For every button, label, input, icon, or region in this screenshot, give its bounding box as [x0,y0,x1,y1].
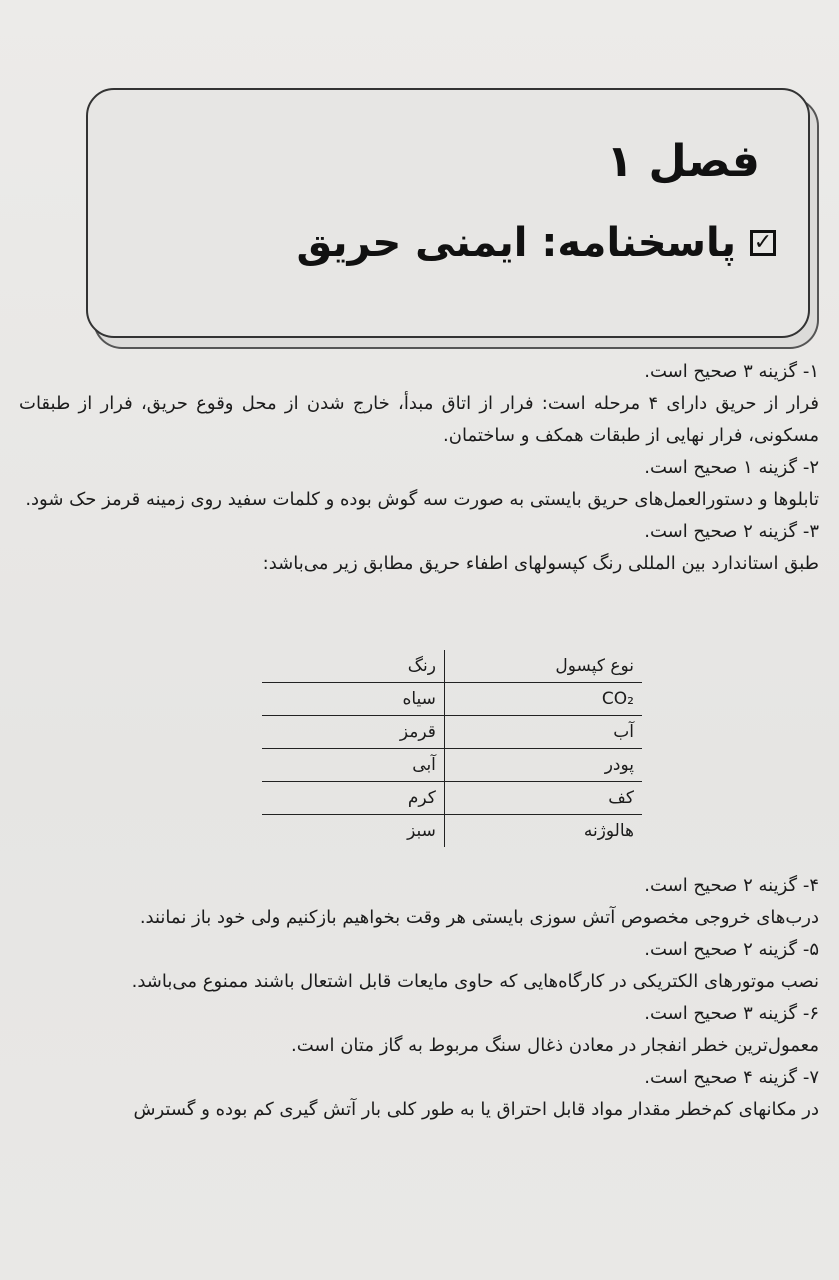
answer-line-5: ۵- گزینه ۲ صحیح است. [644,939,819,960]
answer-line-6: ۶- گزینه ۳ صحیح است. [644,1003,819,1024]
capsule-color: آبی [412,755,436,775]
capsule-type: هالوژنه [444,815,642,848]
checkbox-icon: ✓ [750,230,776,256]
capsule-color: سبز [407,821,436,841]
chapter-number: فصل ۱ [606,136,760,187]
answer-line-2: ۲- گزینه ۱ صحیح است. [644,457,819,478]
explanation-1: فرار از حریق دارای ۴ مرحله است: فرار از اتاق مبدأ، خارج شدن از محل وقوع حریق، فرار از طبقات مسکونی، فرار نهایی از طبقات همکف و ساختمان. [19,393,819,446]
explanation-2: تابلوها و دستورالعمل‌های حریق بایستی به صورت سه گوش بوده و کلمات سفید روی زمینه قرمز حک شود. [25,489,819,510]
chapter-header-box [86,88,810,338]
capsule-type: کف [444,782,642,815]
chapter-title: پاسخنامه: ایمنی حریق [296,220,736,266]
capsule-color: سیاه [402,689,436,709]
table-header-row [262,650,642,683]
header-capsule-type: نوع کپسول [444,650,642,683]
capsule-type: پودر [444,749,642,782]
capsule-type: CO₂ [444,683,642,716]
table-row [262,683,642,716]
extinguisher-color-table [262,650,642,847]
table-row [262,716,642,749]
capsule-color: قرمز [399,722,436,742]
answer-line-3: ۳- گزینه ۲ صحیح است. [644,521,819,542]
explanation-6: معمول‌ترین خطر انفجار در معادن ذغال سنگ مربوط به گاز متان است. [291,1035,819,1056]
table-row [262,782,642,815]
capsule-color: کرم [407,788,436,808]
explanation-4: درب‌های خروجی مخصوص آتش سوزی بایستی هر وقت بخواهیم بازکنیم ولی خود باز نمانند. [139,907,819,928]
answer-line-7: ۷- گزینه ۴ صحیح است. [644,1067,819,1088]
capsule-type: آب [444,716,642,749]
answers-upper [19,356,819,580]
explanation-5: نصب موتورهای الکتریکی در کارگاه‌هایی که حاوی مایعات قابل اشتعال باشند ممنوع می‌باشد. [131,971,819,992]
table-row [262,815,642,848]
explanation-3: طبق استاندارد بین المللی رنگ کپسولهای اطفاء حریق مطابق زیر می‌باشد: [262,553,819,574]
answer-line-1: ۱- گزینه ۳ صحیح است. [644,361,819,382]
answers-lower [19,870,819,1126]
explanation-7: در مکانهای کم‌خطر مقدار مواد قابل احتراق یا به طور کلی بار آتش گیری کم بوده و گسترش [133,1099,819,1120]
answer-line-4: ۴- گزینه ۲ صحیح است. [644,875,819,896]
chapter-title-row [296,220,776,266]
header-color: رنگ [407,656,436,676]
table-row [262,749,642,782]
